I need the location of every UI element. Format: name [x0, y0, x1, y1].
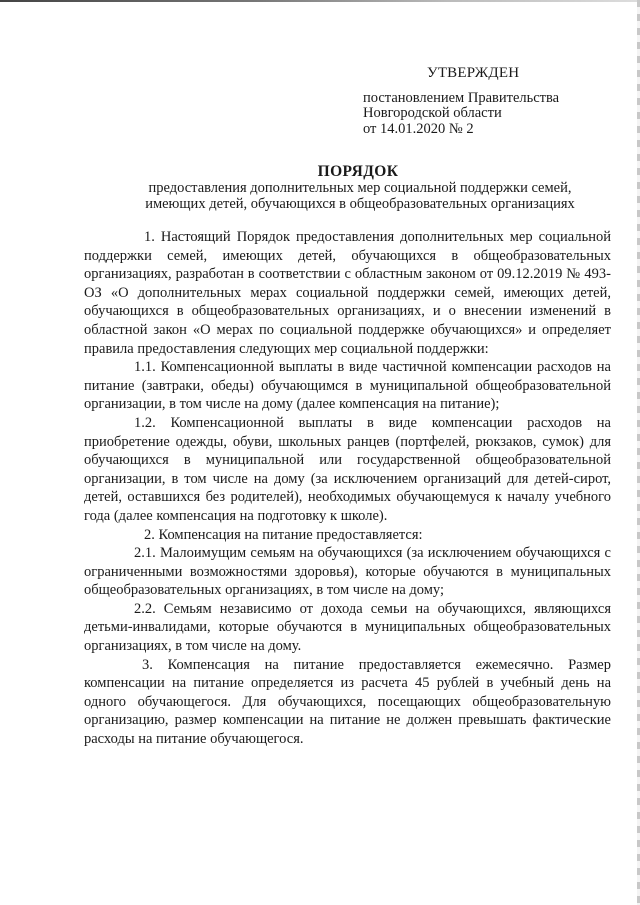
paragraph-3: 3. Компенсация на питание предоставляется ежемесячно. Размер компенсации на питание определяется из расчета 45 рублей в учебный день на одного обучающегося. Для обучающихся, посещающих общеобразовательную организацию, размер компенсации на питание не должен превышать фактические расходы на питание обучающегося.	[84, 656, 611, 748]
approval-line-1: постановлением Правительства	[363, 89, 560, 106]
approval-block	[363, 66, 623, 137]
approval-line-2: Новгородской области	[363, 105, 502, 121]
paragraph-1: 1. Настоящий Порядок предоставления дополнительных мер социальной поддержки семей, имеющих детей, обучающихся в общеобразовательных организациях, разработан в соответствии с областным законом от 09.12.2019 № 493-ОЗ «О дополнительных мерах социальной поддержки семей, имеющих детей, обучающихся в общеобразовательных организациях, и о внесении изменений в областной закон «О мерах по социальной поддержке обучающихся» и определяет правила предоставления следующих мер социальной поддержки:	[84, 229, 611, 357]
paragraph-1-2: 1.2. Компенсационной выплаты в виде компенсации расходов на приобретение одежды, обуви, школьных ранцев (портфелей, рюкзаков, сумок) для обучающихся в муниципальной или государственной общеобразовательной организации, в том числе на дому (за исключением организаций для детей-сирот, детей, оставшихся без родителей), необходимых обучающемуся к началу учебного года (далее компенсация на подготовку к школе).	[84, 414, 611, 524]
document-title: ПОРЯДОК	[317, 163, 399, 180]
document-subtitle	[80, 180, 640, 212]
approval-line-3: от 14.01.2020 № 2	[363, 120, 474, 137]
scan-edge-top	[0, 0, 640, 2]
approval-heading: УТВЕРЖДЕН	[427, 65, 520, 81]
paragraph-1-1: 1.1. Компенсационной выплаты в виде частичной компенсации расходов на питание (завтраки, обеды) обучающимся в муниципальной общеобразовательной организации, в том числе на дому (далее компенсация на питание);	[84, 359, 611, 413]
paragraph-2-1: 2.1. Малоимущим семьям на обучающихся (за исключением обучающихся с ограниченными возможностями здоровья), которые обучаются в муниципальных общеобразовательных организациях, в том числе на дому;	[84, 545, 611, 599]
subtitle-line-1: предоставления дополнительных мер социальной поддержки семей,	[148, 180, 572, 196]
paragraph-2-2: 2.2. Семьям независимо от дохода семьи на обучающихся, являющихся детьми-инвалидами, которые обучаются в муниципальных общеобразовательных организациях, в том числе на дому.	[84, 600, 611, 655]
document-body	[84, 228, 611, 749]
paragraph-2: 2. Компенсация на питание предоставляется:	[144, 526, 423, 543]
subtitle-line-2: имеющих детей, обучающихся в общеобразовательных организациях	[145, 196, 575, 212]
